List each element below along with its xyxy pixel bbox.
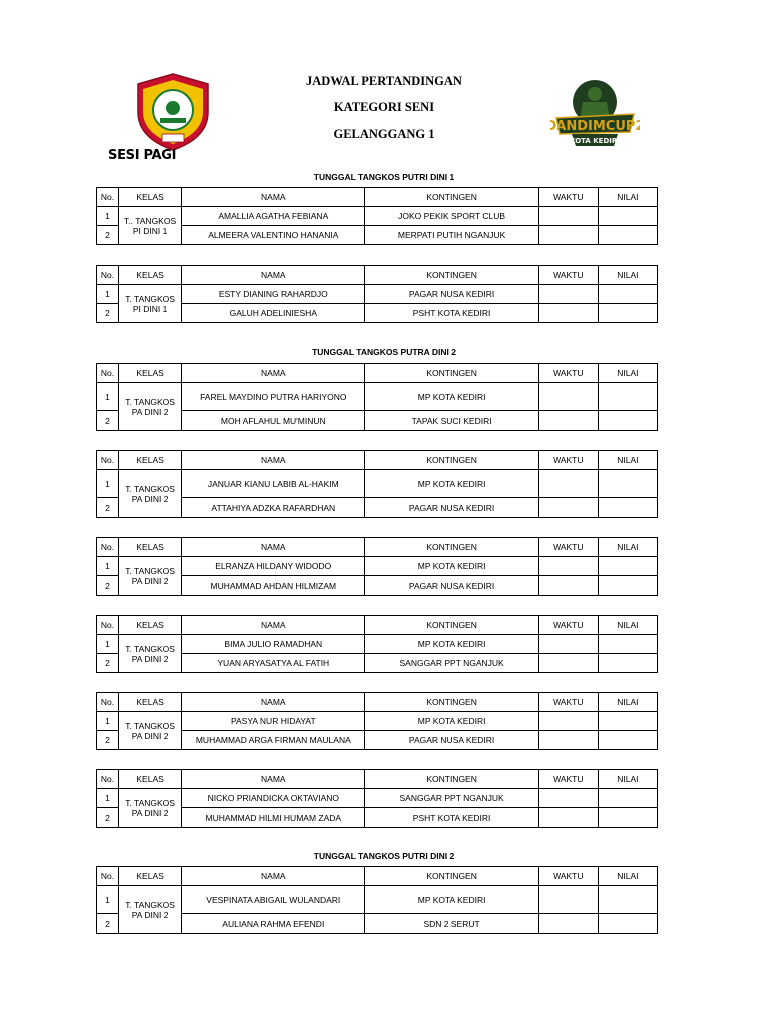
column-header-kontingen: KONTINGEN [365,867,538,886]
table-header-row [97,266,658,285]
kelas-line-1: T. TANGKOS [125,899,175,910]
kelas-cell [119,886,182,934]
score-cell [598,789,657,808]
athlete-name: ATTAHIYA ADZKA RAFARDHAN [182,498,365,518]
kelas-line-2: PA DINI 2 [131,653,169,664]
column-header-kelas: KELAS [119,867,182,886]
session-label: SESI PAGI [108,148,177,163]
table-row [97,712,658,731]
column-header-nilai: NILAI [598,616,657,635]
athlete-name: MUHAMMAD AHDAN HILMIZAM [182,576,365,596]
table-row [97,285,658,304]
row-number: 2 [97,226,119,245]
time-cell [538,576,598,596]
column-header-waktu: WAKTU [538,451,598,470]
athlete-name: ALMEERA VALENTINO HANANIA [182,226,365,245]
schedule-table [96,866,658,934]
table-header-row [97,451,658,470]
column-header-kelas: KELAS [119,451,182,470]
column-header-kelas: KELAS [119,616,182,635]
kelas-cell [119,470,182,518]
kelas-line-1: T. TANGKOS [125,643,175,654]
row-number: 1 [97,635,119,654]
athlete-name: YUAN ARYASATYA AL FATIH [182,654,365,673]
column-header-waktu: WAKTU [538,266,598,285]
column-header-nilai: NILAI [598,770,657,789]
column-header-waktu: WAKTU [538,538,598,557]
schedule-table [96,187,658,245]
column-header-no: No. [97,266,119,285]
score-cell [598,654,657,673]
document-title: JADWAL PERTANDINGAN [306,74,462,88]
row-number: 2 [97,914,119,934]
column-header-kelas: KELAS [119,770,182,789]
time-cell [538,411,598,431]
column-header-waktu: WAKTU [538,867,598,886]
time-cell [538,285,598,304]
column-header-nama: NAMA [182,451,365,470]
kelas-line-2: PA DINI 2 [131,406,169,417]
column-header-nama: NAMA [182,693,365,712]
time-cell [538,914,598,934]
column-header-nama: NAMA [182,188,365,207]
schedule-table [96,615,658,673]
score-cell [598,498,657,518]
schedule-table [96,363,658,431]
table-row [97,470,658,498]
time-cell [538,886,598,914]
kelas-cell [119,789,182,828]
score-cell [598,285,657,304]
column-header-kontingen: KONTINGEN [365,266,538,285]
column-header-kelas: KELAS [119,693,182,712]
arena-title: GELANGGANG 1 [333,127,435,141]
column-header-waktu: WAKTU [538,693,598,712]
score-cell [598,635,657,654]
athlete-name: ELRANZA HILDANY WIDODO [182,557,365,576]
row-number: 2 [97,731,119,750]
kelas-line-1: T.. TANGKOS [124,215,177,226]
table-header-row [97,364,658,383]
kelas-cell [119,635,182,673]
table-header-row [97,770,658,789]
time-cell [538,654,598,673]
column-header-nilai: NILAI [598,364,657,383]
column-header-no: No. [97,451,119,470]
column-header-no: No. [97,616,119,635]
kelas-line-1: T. TANGKOS [125,483,175,494]
athlete-name: GALUH ADELINIESHA [182,304,365,323]
athlete-name: MOH AFLAHUL MU'MINUN [182,411,365,431]
athlete-name: VESPINATA ABIGAIL WULANDARI [182,886,365,914]
contingent-name: MP KOTA KEDIRI [365,886,538,914]
contingent-name: PAGAR NUSA KEDIRI [365,498,538,518]
time-cell [538,470,598,498]
section-title: TUNGGAL TANGKOS PUTRI DINI 1 [313,172,455,182]
schedule-table [96,450,658,518]
column-header-kontingen: KONTINGEN [365,188,538,207]
kelas-cell [119,285,182,323]
kelas-line-2: PA DINI 2 [131,909,169,920]
table-header-row [97,616,658,635]
kelas-line-2: PI DINI 1 [132,303,168,314]
time-cell [538,635,598,654]
time-cell [538,226,598,245]
kelas-line-2: PI DINI 1 [132,225,168,236]
section-title: TUNGGAL TANGKOS PUTRI DINI 2 [313,851,455,861]
kelas-cell [119,383,182,431]
column-header-kontingen: KONTINGEN [365,451,538,470]
column-header-kelas: KELAS [119,188,182,207]
athlete-name: AULIANA RAHMA EFENDI [182,914,365,934]
row-number: 1 [97,712,119,731]
column-header-kelas: KELAS [119,364,182,383]
column-header-kontingen: KONTINGEN [365,364,538,383]
score-cell [598,383,657,411]
contingent-name: SANGGAR PPT NGANJUK [365,654,538,673]
contingent-name: MP KOTA KEDIRI [365,383,538,411]
row-number: 1 [97,789,119,808]
score-cell [598,557,657,576]
score-cell [598,712,657,731]
table-row [97,789,658,808]
schedule-table [96,537,658,596]
schedule-table [96,769,658,828]
schedule-table [96,265,658,323]
row-number: 2 [97,654,119,673]
time-cell [538,498,598,518]
athlete-name: MUHAMMAD HILMI HUMAM ZADA [182,808,365,828]
row-number: 1 [97,285,119,304]
column-header-kelas: KELAS [119,266,182,285]
contingent-name: MERPATI PUTIH NGANJUK [365,226,538,245]
table-header-row [97,188,658,207]
column-header-nama: NAMA [182,770,365,789]
time-cell [538,207,598,226]
athlete-name: PASYA NUR HIDAYAT [182,712,365,731]
time-cell [538,789,598,808]
column-header-nilai: NILAI [598,538,657,557]
column-header-no: No. [97,364,119,383]
kelas-line-2: PA DINI 2 [131,493,169,504]
contingent-name: TAPAK SUCI KEDIRI [365,411,538,431]
contingent-name: SANGGAR PPT NGANJUK [365,789,538,808]
athlete-name: ESTY DIANING RAHARDJO [182,285,365,304]
time-cell [538,383,598,411]
kelas-line-2: PA DINI 2 [131,808,169,818]
contingent-name: PAGAR NUSA KEDIRI [365,731,538,750]
contingent-name: JOKO PEKIK SPORT CLUB [365,207,538,226]
athlete-name: AMALLIA AGATHA FEBIANA [182,207,365,226]
row-number: 2 [97,808,119,828]
kelas-line-1: T. TANGKOS [125,293,175,304]
contingent-name: MP KOTA KEDIRI [365,470,538,498]
column-header-kelas: KELAS [119,538,182,557]
column-header-waktu: WAKTU [538,364,598,383]
row-number: 1 [97,557,119,576]
score-cell [598,470,657,498]
score-cell [598,886,657,914]
table-row [97,635,658,654]
column-header-nilai: NILAI [598,867,657,886]
kelas-line-2: PA DINI 2 [131,576,169,586]
kelas-line-1: T. TANGKOS [125,396,175,407]
row-number: 1 [97,470,119,498]
row-number: 2 [97,576,119,596]
column-header-nama: NAMA [182,364,365,383]
column-header-nama: NAMA [182,616,365,635]
row-number: 1 [97,207,119,226]
svg-text:DANDIMCUP2: DANDIMCUP2 [550,119,640,134]
column-header-nama: NAMA [182,867,365,886]
score-cell [598,731,657,750]
column-header-no: No. [97,538,119,557]
kelas-cell [119,712,182,750]
table-header-row [97,867,658,886]
column-header-nilai: NILAI [598,451,657,470]
contingent-name: PAGAR NUSA KEDIRI [365,576,538,596]
column-header-nilai: NILAI [598,266,657,285]
column-header-no: No. [97,867,119,886]
kelas-line-1: T. TANGKOS [125,720,175,731]
row-number: 1 [97,886,119,914]
svg-text:KOTA KEDIRI: KOTA KEDIRI [570,137,620,145]
athlete-name: MUHAMMAD ARGA FIRMAN MAULANA [182,731,365,750]
time-cell [538,808,598,828]
row-number: 2 [97,304,119,323]
row-number: 1 [97,383,119,411]
table-header-row [97,693,658,712]
contingent-name: SDN 2 SERUT [365,914,538,934]
column-header-no: No. [97,770,119,789]
contingent-name: PAGAR NUSA KEDIRI [365,285,538,304]
column-header-no: No. [97,188,119,207]
athlete-name: JANUAR KIANU LABIB AL-HAKIM [182,470,365,498]
table-row [97,383,658,411]
schedule-table [96,692,658,750]
row-number: 2 [97,411,119,431]
column-header-waktu: WAKTU [538,188,598,207]
kelas-line-1: T. TANGKOS [125,566,175,576]
column-header-kontingen: KONTINGEN [365,538,538,557]
time-cell [538,304,598,323]
score-cell [598,576,657,596]
table-row [97,886,658,914]
score-cell [598,808,657,828]
column-header-nilai: NILAI [598,188,657,207]
column-header-nilai: NILAI [598,693,657,712]
contingent-name: MP KOTA KEDIRI [365,557,538,576]
contingent-name: MP KOTA KEDIRI [365,635,538,654]
column-header-kontingen: KONTINGEN [365,693,538,712]
table-header-row [97,538,658,557]
column-header-no: No. [97,693,119,712]
column-header-kontingen: KONTINGEN [365,770,538,789]
time-cell [538,731,598,750]
time-cell [538,712,598,731]
time-cell [538,557,598,576]
athlete-name: FAREL MAYDINO PUTRA HARIYONO [182,383,365,411]
score-cell [598,411,657,431]
category-title: KATEGORI SENI [333,100,435,114]
contingent-name: PSHT KOTA KEDIRI [365,304,538,323]
column-header-waktu: WAKTU [538,616,598,635]
contingent-name: PSHT KOTA KEDIRI [365,808,538,828]
kelas-line-1: T. TANGKOS [125,798,175,808]
column-header-nama: NAMA [182,538,365,557]
section-title: TUNGGAL TANGKOS PUTRA DINI 2 [312,347,456,357]
athlete-name: NICKO PRIANDICKA OKTAVIANO [182,789,365,808]
table-row [97,207,658,226]
score-cell [598,226,657,245]
score-cell [598,914,657,934]
contingent-name: MP KOTA KEDIRI [365,712,538,731]
column-header-kontingen: KONTINGEN [365,616,538,635]
kelas-cell [119,207,182,245]
column-header-waktu: WAKTU [538,770,598,789]
score-cell [598,304,657,323]
column-header-nama: NAMA [182,266,365,285]
score-cell [598,207,657,226]
kelas-line-2: PA DINI 2 [131,730,169,741]
athlete-name: BIMA JULIO RAMADHAN [182,635,365,654]
kelas-cell [119,557,182,596]
table-row [97,557,658,576]
row-number: 2 [97,498,119,518]
